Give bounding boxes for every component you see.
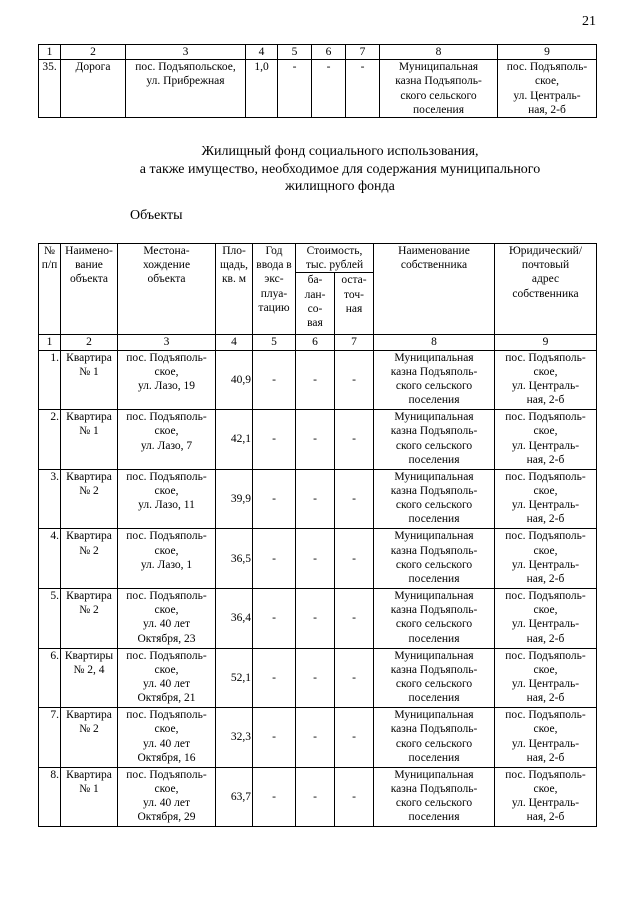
object-name: Квартира № 1 <box>61 410 118 470</box>
cost-residual: - <box>335 767 374 827</box>
commission-year: - <box>253 648 296 708</box>
commission-year: - <box>253 410 296 470</box>
cost-balance: - <box>296 648 335 708</box>
owner-name: Муниципальная казна Подъяполь- ского сельского поселения <box>374 648 495 708</box>
object-name: Квартира № 2 <box>61 469 118 529</box>
owner-address: пос. Подъяполь- ское, ул. Централь- ная, 2-б <box>495 350 597 410</box>
col-number: 4 <box>246 45 278 60</box>
section-heading: Жилищный фонд социального использования, а также имущество, необходимое для содержания муниципального жилищного фонда <box>139 144 541 194</box>
object-location: пос. Подъяполь- ское, ул. Лазо, 7 <box>118 410 216 470</box>
row-number: 1. <box>39 350 61 410</box>
object-name: Квартиры № 2, 4 <box>61 648 118 708</box>
owner-name: Муниципальная казна Подъяполь- ского сельского поселения <box>374 767 495 827</box>
objects-table <box>38 243 597 827</box>
col-number: 3 <box>126 45 246 60</box>
owner-address: пос. Подъяполь- ское, ул. Централь- ная, 2-б <box>495 529 597 589</box>
row-number: 3. <box>39 469 61 529</box>
col-number: 6 <box>296 335 335 350</box>
col-number: 8 <box>374 335 495 350</box>
cost-balance: - <box>296 529 335 589</box>
header-address: Юридический/ почтовый адрес собственника <box>495 244 597 335</box>
cost-balance: - <box>312 60 346 118</box>
cost-balance: - <box>296 469 335 529</box>
table-row <box>39 767 597 827</box>
object-name: Дорога <box>61 60 126 118</box>
object-name: Квартира № 2 <box>61 588 118 648</box>
cost-balance: - <box>296 350 335 410</box>
top-table <box>38 44 597 118</box>
table-row <box>39 350 597 410</box>
cost-residual: - <box>335 529 374 589</box>
object-location: пос. Подъяполь- ское, ул. 40 лет Октября, 29 <box>118 767 216 827</box>
owner-name: Муниципальная казна Подъяполь- ского сельского поселения <box>374 410 495 470</box>
col-number: 4 <box>216 335 253 350</box>
object-area: 39,9 <box>216 469 253 529</box>
cost-residual: - <box>346 60 380 118</box>
owner-address: пос. Подъяполь- ское, ул. Централь- ная, 2-б <box>495 648 597 708</box>
col-number: 2 <box>61 335 118 350</box>
row-number: 5. <box>39 588 61 648</box>
header-location: Местона- хождение объекта <box>118 244 216 335</box>
owner-name: Муниципальная казна Подъяполь- ского сельского поселения <box>374 469 495 529</box>
object-area: 52,1 <box>216 648 253 708</box>
col-number: 6 <box>312 45 346 60</box>
col-number: 7 <box>346 45 380 60</box>
header-num: № п/п <box>39 244 61 335</box>
commission-year: - <box>253 767 296 827</box>
owner-address: пос. Подъяполь- ское, ул. Централь- ная, 2-б <box>495 469 597 529</box>
cost-residual: - <box>335 350 374 410</box>
col-number: 5 <box>253 335 296 350</box>
owner-address: пос. Подъяполь- ское, ул. Централь- ная, 2-б <box>498 60 597 118</box>
cost-balance: - <box>296 767 335 827</box>
owner-address: пос. Подъяполь- ское, ул. Централь- ная, 2-б <box>495 708 597 768</box>
cost-balance: - <box>296 410 335 470</box>
page-number: 21 <box>582 14 596 29</box>
table-header-row <box>39 244 597 273</box>
object-area: 40,9 <box>216 350 253 410</box>
object-location: пос. Подъяпольское, ул. Прибрежная <box>126 60 246 118</box>
object-name: Квартира № 2 <box>61 708 118 768</box>
owner-name: Муниципальная казна Подъяполь- ского сельского поселения <box>374 529 495 589</box>
owner-name: Муниципальная казна Подъяполь- ского сельского поселения <box>374 708 495 768</box>
cost-residual: - <box>335 708 374 768</box>
table-row <box>39 708 597 768</box>
header-cost-residual: оста- точ- ная <box>335 273 374 335</box>
owner-name: Муниципальная казна Подъяполь- ского сельского поселения <box>374 588 495 648</box>
object-name: Квартира № 1 <box>61 767 118 827</box>
cost-residual: - <box>335 469 374 529</box>
row-number: 4. <box>39 529 61 589</box>
owner-name: Муниципальная казна Подъяполь- ского сельского поселения <box>380 60 498 118</box>
object-area: 42,1 <box>216 410 253 470</box>
row-number: 8. <box>39 767 61 827</box>
col-number: 3 <box>118 335 216 350</box>
col-number: 1 <box>39 335 61 350</box>
object-area: 36,5 <box>216 529 253 589</box>
commission-year: - <box>278 60 312 118</box>
object-name: Квартира № 1 <box>61 350 118 410</box>
owner-address: пос. Подъяполь- ское, ул. Централь- ная, 2-б <box>495 767 597 827</box>
object-location: пос. Подъяполь- ское, ул. Лазо, 11 <box>118 469 216 529</box>
top-table-number-row <box>39 45 597 60</box>
owner-name: Муниципальная казна Подъяполь- ского сельского поселения <box>374 350 495 410</box>
table-row <box>39 648 597 708</box>
table-row <box>39 469 597 529</box>
object-location: пос. Подъяполь- ское, ул. 40 лет Октября, 21 <box>118 648 216 708</box>
object-name: Квартира № 2 <box>61 529 118 589</box>
commission-year: - <box>253 350 296 410</box>
object-location: пос. Подъяполь- ское, ул. Лазо, 19 <box>118 350 216 410</box>
object-area: 36,4 <box>216 588 253 648</box>
col-number: 8 <box>380 45 498 60</box>
header-cost-balance: ба- лан- со- вая <box>296 273 335 335</box>
row-number: 2. <box>39 410 61 470</box>
header-name: Наимено- вание объекта <box>61 244 118 335</box>
row-number: 7. <box>39 708 61 768</box>
header-cost: Стоимость, тыс. рублей <box>296 244 374 273</box>
header-owner: Наименование собственника <box>374 244 495 335</box>
col-number: 7 <box>335 335 374 350</box>
col-number: 9 <box>498 45 597 60</box>
commission-year: - <box>253 529 296 589</box>
object-area: 1,0 <box>246 60 278 118</box>
cost-residual: - <box>335 588 374 648</box>
objects-label: Объекты <box>130 208 183 223</box>
object-location: пос. Подъяполь- ское, ул. 40 лет Октября, 23 <box>118 588 216 648</box>
cost-residual: - <box>335 410 374 470</box>
object-location: пос. Подъяполь- ское, ул. 40 лет Октября, 16 <box>118 708 216 768</box>
objects-table-body <box>39 350 597 827</box>
table-row <box>39 60 597 118</box>
object-area: 32,3 <box>216 708 253 768</box>
row-number: 6. <box>39 648 61 708</box>
object-area: 63,7 <box>216 767 253 827</box>
commission-year: - <box>253 708 296 768</box>
commission-year: - <box>253 588 296 648</box>
owner-address: пос. Подъяполь- ское, ул. Централь- ная, 2-б <box>495 588 597 648</box>
row-number: 35. <box>39 60 61 118</box>
header-area: Пло- щадь, кв. м <box>216 244 253 335</box>
table-row <box>39 410 597 470</box>
owner-address: пос. Подъяполь- ское, ул. Централь- ная, 2-б <box>495 410 597 470</box>
table-row <box>39 529 597 589</box>
cost-balance: - <box>296 588 335 648</box>
cost-residual: - <box>335 648 374 708</box>
column-number-row <box>39 335 597 350</box>
table-row <box>39 588 597 648</box>
col-number: 9 <box>495 335 597 350</box>
col-number: 1 <box>39 45 61 60</box>
object-location: пос. Подъяполь- ское, ул. Лазо, 1 <box>118 529 216 589</box>
commission-year: - <box>253 469 296 529</box>
col-number: 5 <box>278 45 312 60</box>
cost-balance: - <box>296 708 335 768</box>
col-number: 2 <box>61 45 126 60</box>
header-year: Год ввода в экс- плуа- тацию <box>253 244 296 335</box>
